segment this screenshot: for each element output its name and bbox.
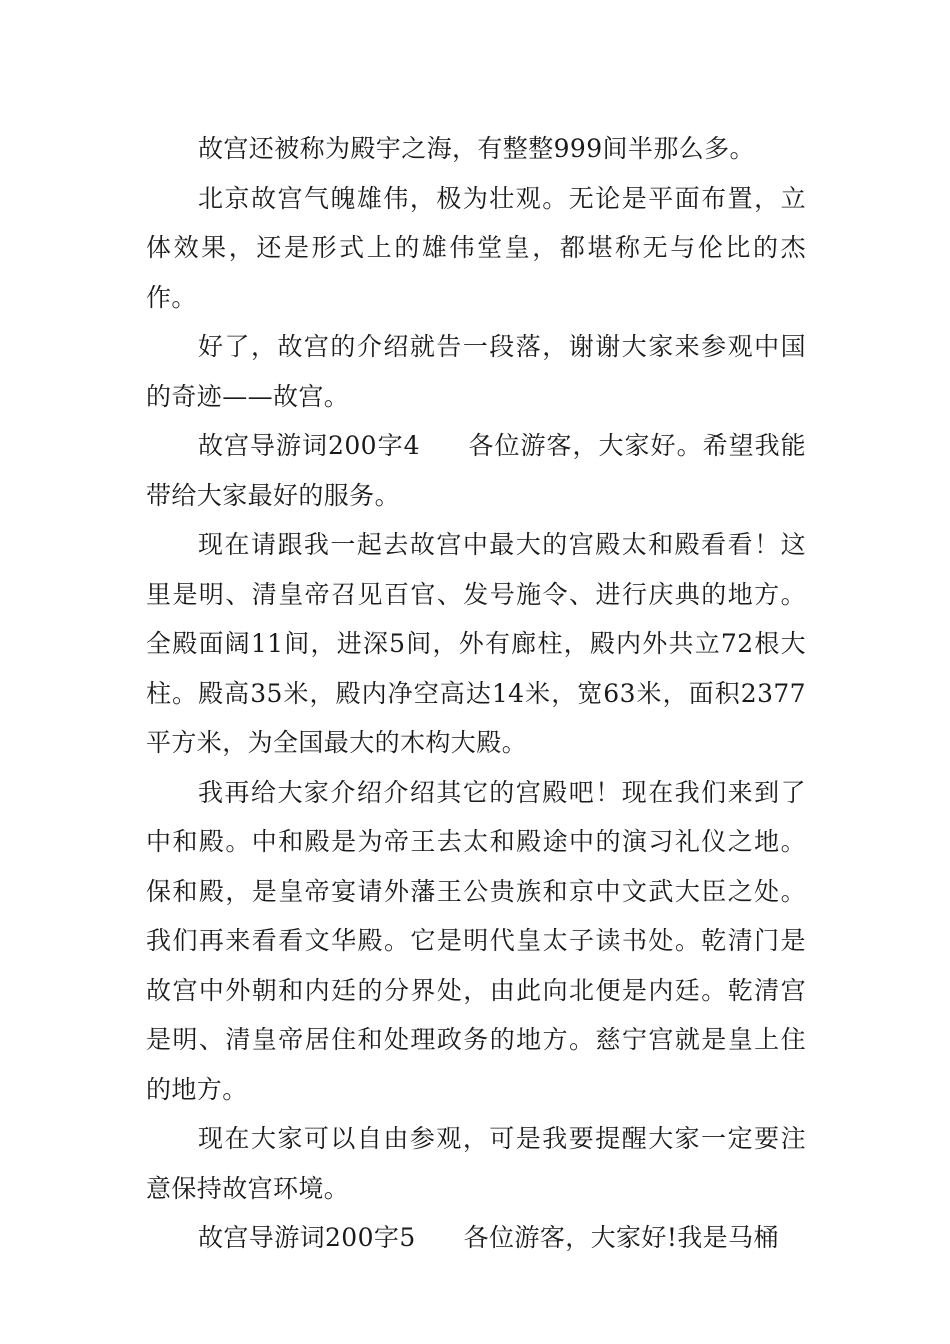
paragraph-3 bbox=[146, 322, 806, 421]
paragraph-text: 故宫还被称为殿宇之海，有整整999间半那么多。 bbox=[198, 134, 755, 163]
paragraph-text: 我再给大家介绍介绍其它的宫殿吧！现在我们来到了中和殿。中和殿是为帝王去太和殿途中的演习礼仪之地。保和殿，是皇帝宴请外藩王公贵族和京中文武大臣之处。我们再来看看文华殿。它是明代皇太子读书处。乾清门是故宫中外朝和内廷的分界处，由此向北便是内廷。乾清宫是明、清皇帝居住和处理政务的地方。慈宁宫就是皇上住的地方。 bbox=[146, 777, 806, 1104]
paragraph-5 bbox=[146, 520, 806, 768]
section-heading: 故宫导游词200字5 bbox=[198, 1223, 416, 1252]
paragraph-4 bbox=[146, 421, 806, 520]
paragraph-text: 现在请跟我一起去故宫中最大的宫殿太和殿看看！这里是明、清皇帝召见百官、发号施令、进行庆典的地方。全殿面阔11间，进深5间，外有廊柱，殿内外共立72根大柱。殿高35米，殿内净空高达14米，宽63米，面积2377平方米，为全国最大的木构大殿。 bbox=[146, 530, 806, 757]
paragraph-8 bbox=[146, 1213, 806, 1263]
paragraph-text: 好了，故宫的介绍就告一段落，谢谢大家来参观中国的奇迹——故宫。 bbox=[146, 332, 806, 411]
paragraph-6 bbox=[146, 768, 806, 1115]
paragraph-text: 各位游客，大家好。希望我能带给大家最好的服务。 bbox=[146, 431, 807, 510]
paragraph-2 bbox=[146, 174, 806, 323]
paragraph-text: 北京故宫气魄雄伟，极为壮观。无论是平面布置，立体效果，还是形式上的雄伟堂皇，都堪称无与伦比的杰作。 bbox=[146, 183, 806, 312]
paragraph-text: 各位游客，大家好!我是马桶 bbox=[463, 1223, 779, 1252]
document-page bbox=[146, 124, 806, 1263]
paragraph-1 bbox=[146, 124, 806, 174]
paragraph-text: 现在大家可以自由参观，可是我要提醒大家一定要注意保持故宫环境。 bbox=[146, 1124, 806, 1203]
section-heading: 故宫导游词200字4 bbox=[198, 431, 420, 460]
paragraph-7 bbox=[146, 1114, 806, 1213]
